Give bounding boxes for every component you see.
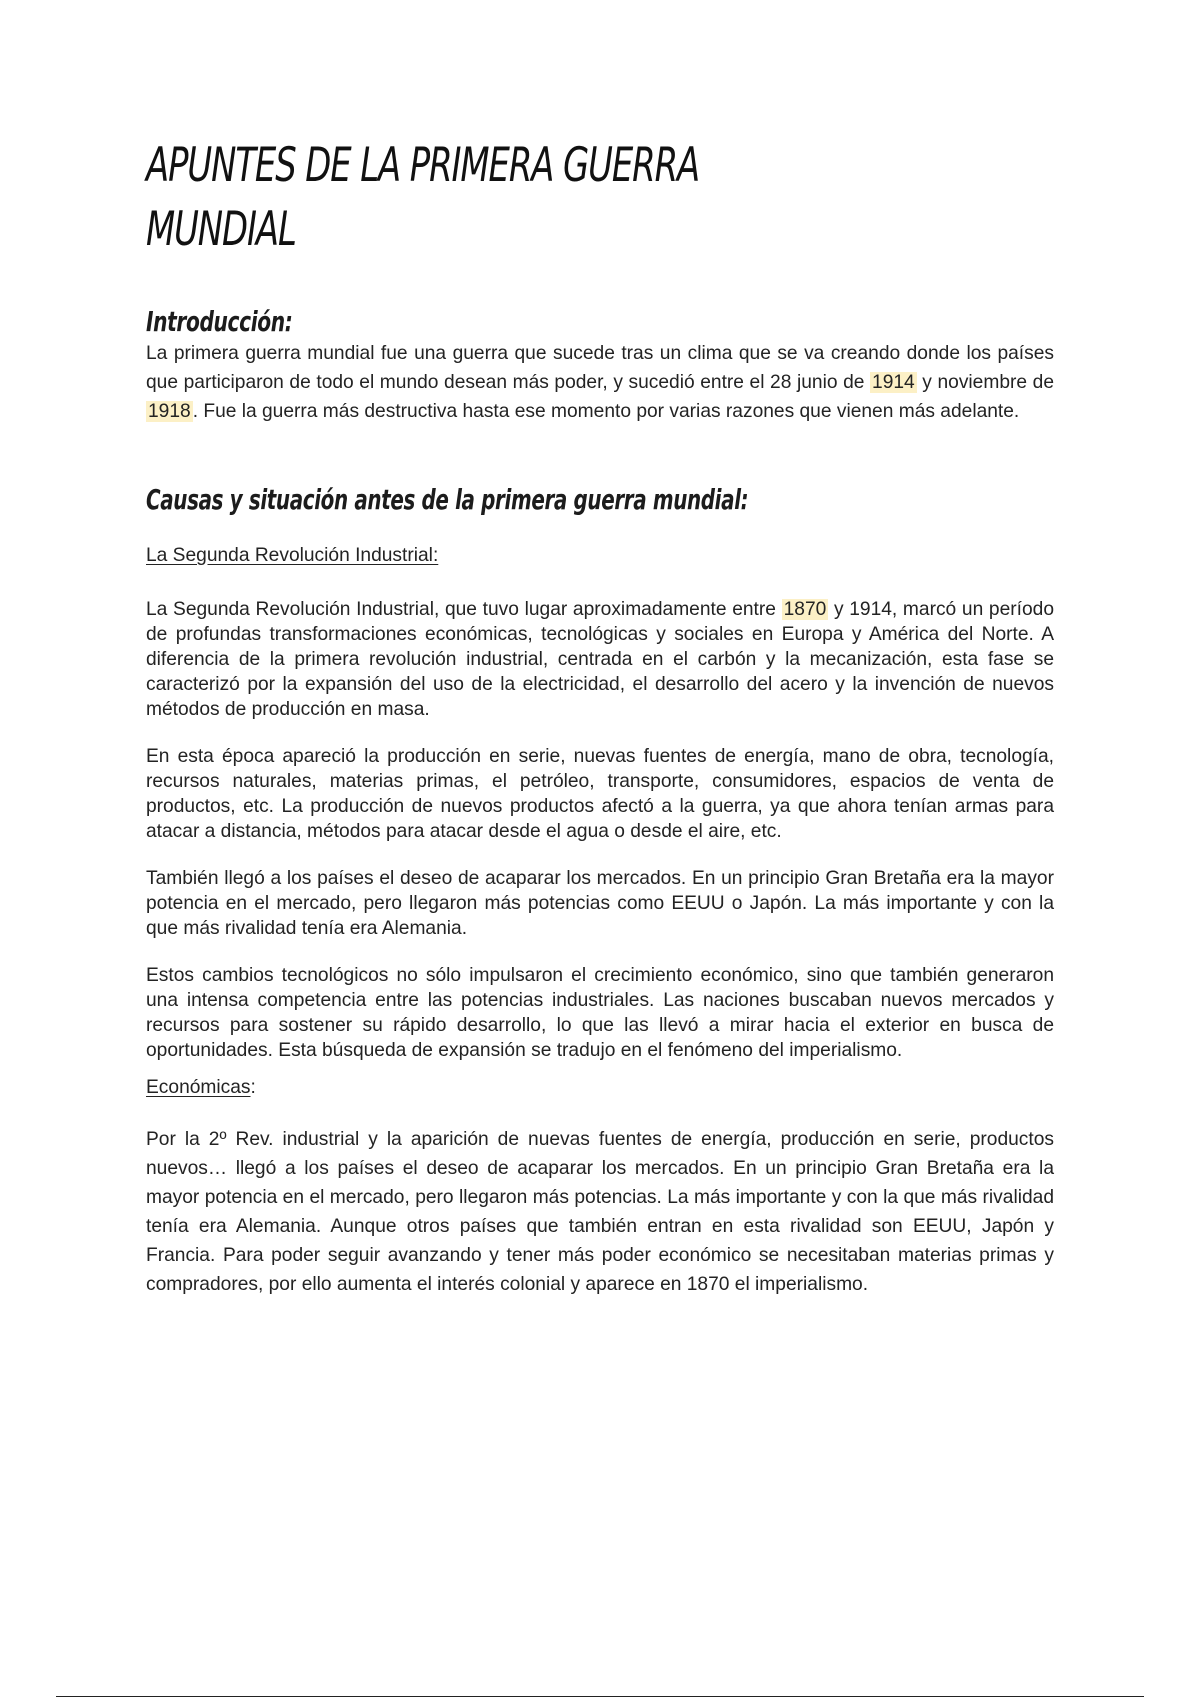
revolution-subheading-text: La Segunda Revolución Industrial: (146, 545, 439, 566)
economic-subheading (146, 1075, 1054, 1100)
revolution-paragraph-2: En esta época apareció la producción en serie, nuevas fuentes de energía, mano de obra, tecnología, recursos naturales, materias primas, el petróleo, transporte, consumidores, espacios de venta de productos, etc. La producción de nuevos productos afectó a la guerra, ya que ahora tenían armas para atacar a distancia, métodos para atacar desde el agua o desde el aire, etc. (146, 746, 1054, 842)
document-title (146, 134, 1039, 262)
revolution-paragraph-4: Estos cambios tecnológicos no sólo impulsaron el crecimiento económico, sino que también generaron una intensa competencia entre las potencias industriales. Las naciones buscaban nuevos mercados y recursos para sostener su rápido desarrollo, lo que las llevó a mirar hacia el exterior en busca de oportunidades. Esta búsqueda de expansión se tradujo en el fenómeno del imperialismo. (146, 965, 1054, 1061)
rev-p1-text-a: La Segunda Revolución Industrial, que tuvo lugar aproximadamente entre (146, 599, 782, 620)
economic-subheading-text: Económicas (146, 1077, 251, 1098)
highlight-year-start: 1914 (872, 372, 915, 393)
revolution-subheading (146, 543, 1054, 568)
bottom-divider (56, 1696, 1144, 1697)
economic-subheading-colon: : (250, 1077, 256, 1098)
title-line-1: APUNTES DE LA PRIMERA GUERRA (146, 138, 700, 193)
title-line-2: MUNDIAL (146, 202, 296, 257)
economic-paragraph: Por la 2º Rev. industrial y la aparición de nuevas fuentes de energía, producción en serie, productos nuevos… llegó a los países el deseo de acaparar los mercados. En un principio Gran Bretaña era la mayor potencia en el mercado, pero llegaron más potencias. La más importante y con la que más rivalidad tenía era Alemania. Aunque otros países que también entran en esta rivalidad son EEUU, Japón y Francia. Para poder seguir avanzando y tener más poder económico se necesitaban materias primas y compradores, por ello aumenta el interés colonial y aparece en 1870 el imperialismo. (146, 1129, 1054, 1295)
revolution-paragraph-3: También llegó a los países el deseo de acaparar los mercados. En un principio Gran Bretaña era la mayor potencia en el mercado, pero llegaron más potencias como EEUU o Japón. La más importante y con la que más rivalidad tenía era Alemania. (146, 868, 1054, 939)
document-page (146, 134, 1054, 1299)
highlight-year-1870: 1870 (783, 599, 827, 620)
rev-p1-text-b: y 1914, marcó un período de profundas transformaciones económicas, tecnológicas y sociales en Europa y América del Norte. A diferencia de la primera revolución industrial, centrada en el carbón y la mecanización, esta fase se caracterizó por la expansión del uso de la electricidad, el desarrollo del acero y la invención de nuevos métodos de producción en masa. (146, 599, 1054, 720)
intro-text-b: y noviembre de (916, 372, 1054, 393)
intro-text-c: . Fue la guerra más destructiva hasta ese momento por varias razones que vienen más adelante. (192, 401, 1020, 422)
intro-text-a: La primera guerra mundial fue una guerra que sucede tras un clima que se va creando donde los países que participaron de todo el mundo desean más poder, y sucedió entre el 28 junio de (146, 343, 1054, 393)
intro-heading: Introducción: (146, 305, 293, 338)
highlight-year-end: 1918 (148, 401, 191, 422)
revolution-paragraph-1 (146, 597, 1054, 722)
intro-paragraph (146, 339, 1054, 426)
causes-heading: Causas y situación antes de la primera guerra mundial: (146, 483, 749, 516)
